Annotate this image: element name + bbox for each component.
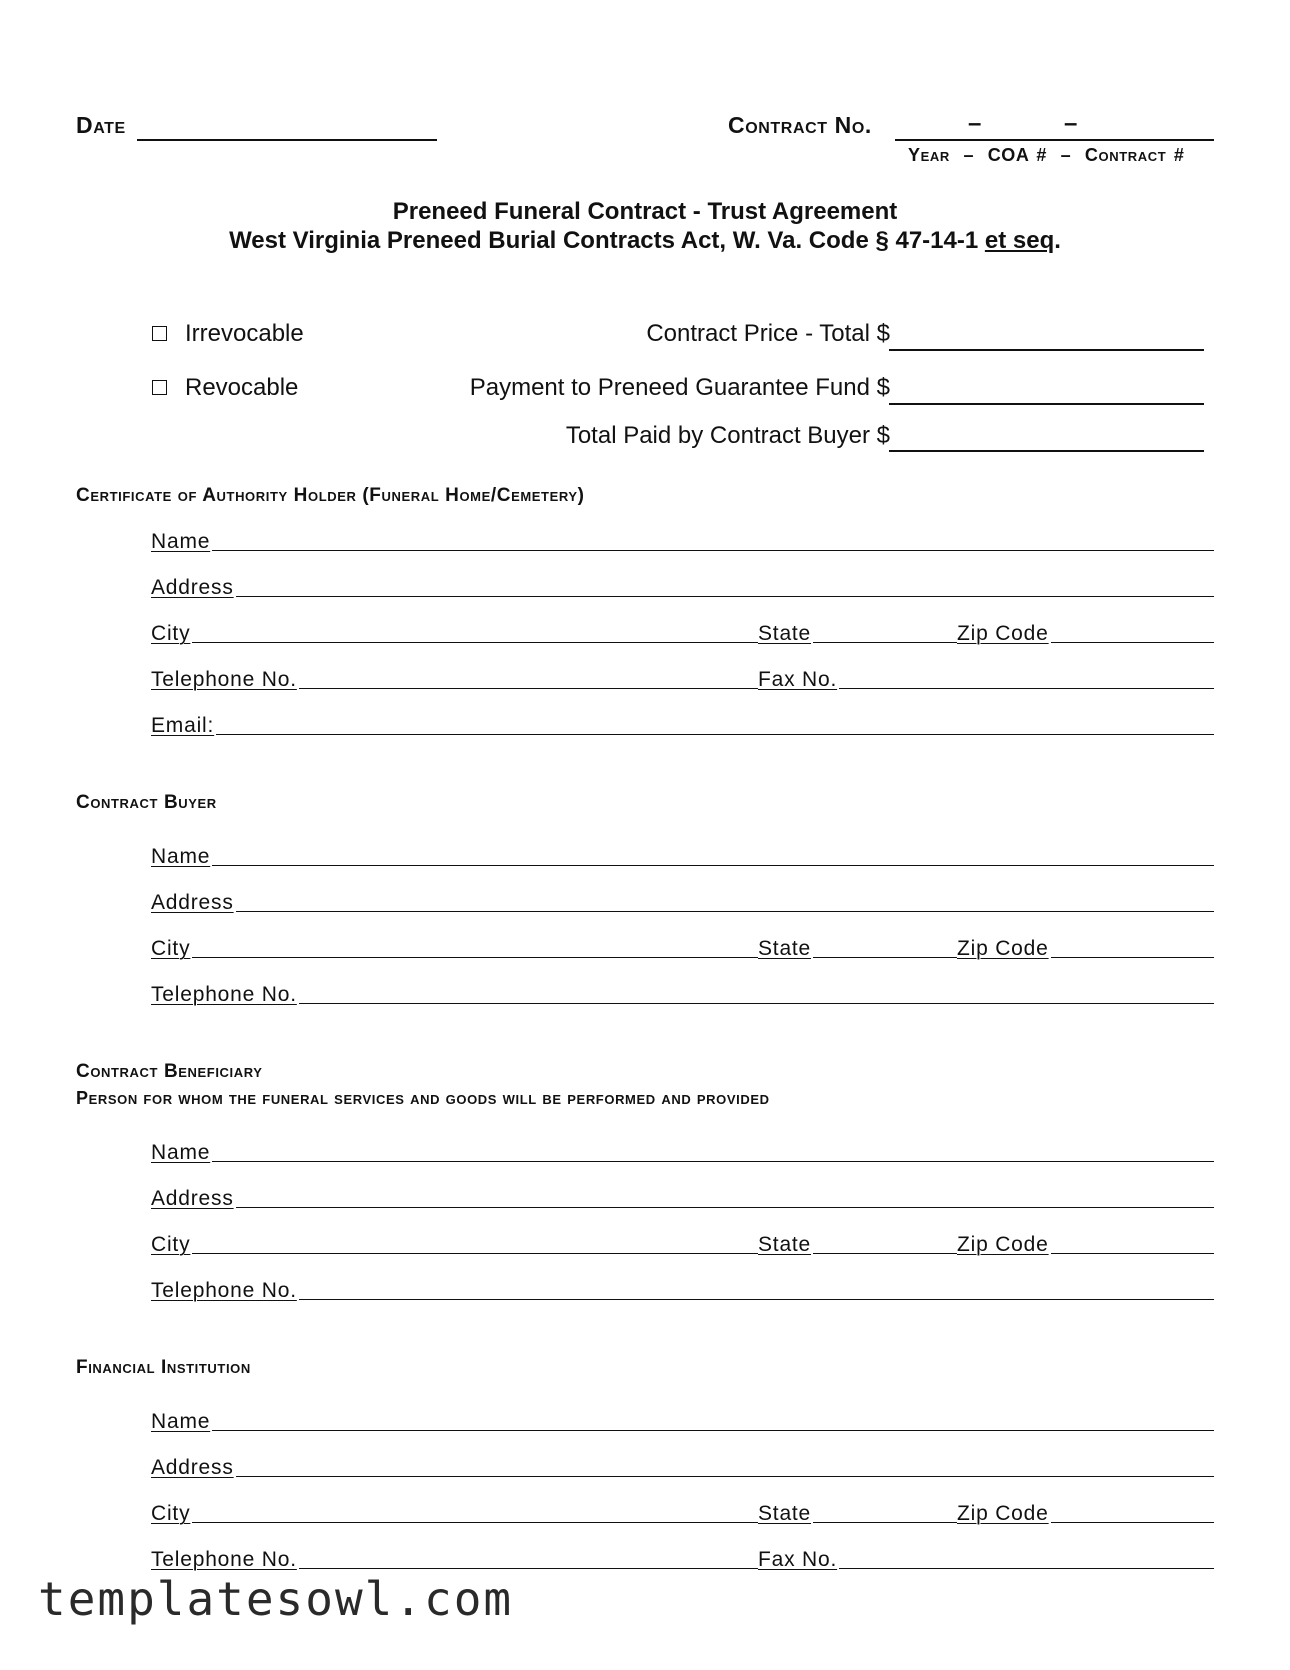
revocable-checkbox[interactable] xyxy=(152,380,167,395)
sub-year: Year xyxy=(908,145,950,165)
subtitle-et-seq: et seq xyxy=(984,227,1055,254)
zip-label: Zip Code xyxy=(957,622,1049,645)
name-label: Name xyxy=(151,530,211,553)
beneficiary-heading: Contract Beneficiary xyxy=(76,1061,263,1082)
city-label: City xyxy=(151,937,191,960)
financial-address-field[interactable] xyxy=(151,1450,1214,1477)
contract-dash-2: – xyxy=(1064,110,1078,137)
beneficiary-subheading: Person for whom the funeral services and goods will be performed and provided xyxy=(76,1088,770,1108)
address-label: Address xyxy=(151,1456,234,1479)
coa-email-field[interactable] xyxy=(151,708,1214,735)
financial-heading: Financial Institution xyxy=(76,1357,251,1378)
city-label: City xyxy=(151,622,191,645)
zip-label: Zip Code xyxy=(957,937,1049,960)
address-label: Address xyxy=(151,576,234,599)
coa-name-field[interactable] xyxy=(151,524,1214,551)
name-label: Name xyxy=(151,1410,211,1433)
state-label: State xyxy=(758,937,812,960)
coa-city-state-zip-field[interactable] xyxy=(151,616,1214,643)
name-label: Name xyxy=(151,845,211,868)
guarantee-fund-field[interactable] xyxy=(889,403,1204,405)
contract-price-label: Contract Price - Total $ xyxy=(646,320,890,347)
telephone-label: Telephone No. xyxy=(151,668,297,691)
beneficiary-address-field[interactable] xyxy=(151,1181,1214,1208)
beneficiary-phone-field[interactable] xyxy=(151,1273,1214,1300)
beneficiary-city-state-zip-field[interactable] xyxy=(151,1227,1214,1254)
financial-phone-fax-field[interactable] xyxy=(151,1542,1214,1569)
contract-dash-1: – xyxy=(968,110,982,137)
buyer-phone-field[interactable] xyxy=(151,977,1214,1004)
date-label: Date xyxy=(76,112,126,138)
telephone-label: Telephone No. xyxy=(151,983,297,1006)
coa-phone-fax-field[interactable] xyxy=(151,662,1214,689)
contract-no-label: Contract No. xyxy=(728,112,872,138)
total-paid-field[interactable] xyxy=(889,450,1204,452)
subtitle-main: West Virginia Preneed Burial Contracts Act, W. Va. Code § 47-14-1 xyxy=(229,227,985,254)
sub-sep-1: – xyxy=(963,145,975,165)
buyer-address-field[interactable] xyxy=(151,885,1214,912)
address-label: Address xyxy=(151,891,234,914)
telephone-label: Telephone No. xyxy=(151,1548,297,1571)
contract-no-field[interactable] xyxy=(895,139,1214,141)
irrevocable-label: Irrevocable xyxy=(185,320,304,347)
telephone-label: Telephone No. xyxy=(151,1279,297,1302)
revocable-label: Revocable xyxy=(185,374,299,401)
buyer-city-state-zip-field[interactable] xyxy=(151,931,1214,958)
zip-label: Zip Code xyxy=(957,1502,1049,1525)
city-label: City xyxy=(151,1502,191,1525)
buyer-name-field[interactable] xyxy=(151,839,1214,866)
total-paid-label: Total Paid by Contract Buyer $ xyxy=(565,422,890,449)
sub-contract: Contract # xyxy=(1084,145,1185,165)
city-label: City xyxy=(151,1233,191,1256)
coa-holder-heading: Certificate of Authority Holder (Funeral Home/Cemetery) xyxy=(76,485,585,506)
irrevocable-checkbox[interactable] xyxy=(152,326,167,341)
contract-price-field[interactable] xyxy=(889,349,1204,351)
watermark: templatesowl.com xyxy=(38,1572,521,1626)
zip-label: Zip Code xyxy=(957,1233,1049,1256)
email-label: Email: xyxy=(151,714,215,737)
document-subtitle xyxy=(0,227,1290,255)
state-label: State xyxy=(758,1233,812,1256)
state-label: State xyxy=(758,1502,812,1525)
financial-name-field[interactable] xyxy=(151,1404,1214,1431)
contract-no-subcaption xyxy=(908,145,1184,166)
beneficiary-name-field[interactable] xyxy=(151,1135,1214,1162)
financial-city-state-zip-field[interactable] xyxy=(151,1496,1214,1523)
guarantee-fund-label: Payment to Preneed Guarantee Fund $ xyxy=(469,374,890,401)
state-label: State xyxy=(758,622,812,645)
date-field[interactable] xyxy=(137,139,437,141)
address-label: Address xyxy=(151,1187,234,1210)
fax-label: Fax No. xyxy=(758,1548,838,1571)
document-title: Preneed Funeral Contract - Trust Agreement xyxy=(392,198,898,225)
sub-coa: COA # xyxy=(987,145,1048,165)
buyer-heading: Contract Buyer xyxy=(76,792,217,813)
fax-label: Fax No. xyxy=(758,668,838,691)
name-label: Name xyxy=(151,1141,211,1164)
sub-sep-2: – xyxy=(1060,145,1072,165)
subtitle-period: . xyxy=(1054,227,1061,254)
coa-address-field[interactable] xyxy=(151,570,1214,597)
